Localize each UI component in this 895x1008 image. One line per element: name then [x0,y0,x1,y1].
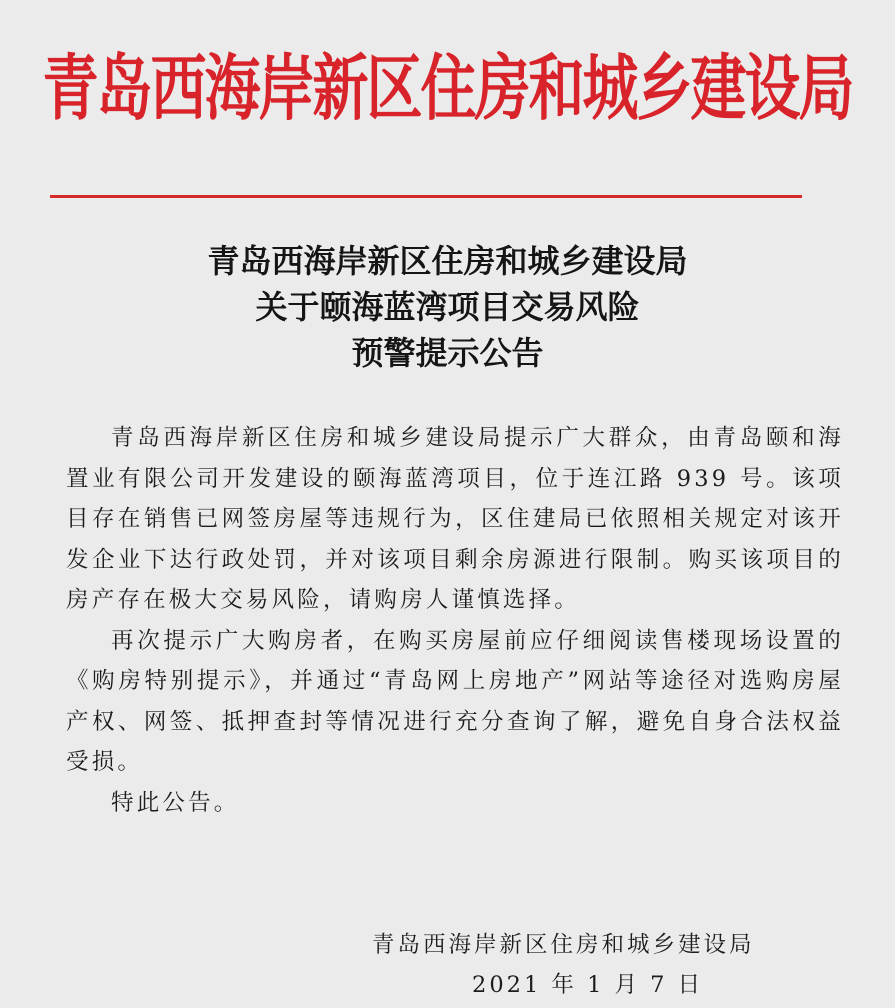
body-paragraph-3: 特此公告。 [111,789,240,816]
signature-date: 2021 年 1 月 7 日 [472,972,704,998]
body-paragraph-1: 青岛西海岸新区住房和城乡建设局提示广大群众，由青岛颐和海置业有限公司开发建设的颐海蓝湾项目，位于连江路 939 号。该项目存在销售已网签房屋等违规行为，区住建局已依照相关规定对该开发企业下达行政处罚，并对该项目剩余房源进行限制。购买该项目的房产存在极大交易风险，请购房人谨慎选择。 [66,425,844,613]
notice-body [66,418,844,823]
masthead-title: 青岛西海岸新区住房和城乡建设局 [42,46,853,132]
title-line-3: 预警提示公告 [351,334,544,372]
signature-block [372,925,792,1005]
title-line-2: 关于颐海蓝湾项目交易风险 [255,288,640,326]
notice-title [0,238,895,376]
signature-organization: 青岛西海岸新区住房和城乡建设局 [372,932,755,958]
title-line-1: 青岛西海岸新区住房和城乡建设局 [207,242,688,280]
body-paragraph-2: 再次提示广大购房者，在购买房屋前应仔细阅读售楼现场设置的《购房特别提示》，并通过“青岛网上房地产”网站等途径对选购房屋产权、网签、抵押查封等情况进行充分查询了解，避免自身合法权益受损。 [66,627,844,775]
red-divider-line [50,195,802,198]
